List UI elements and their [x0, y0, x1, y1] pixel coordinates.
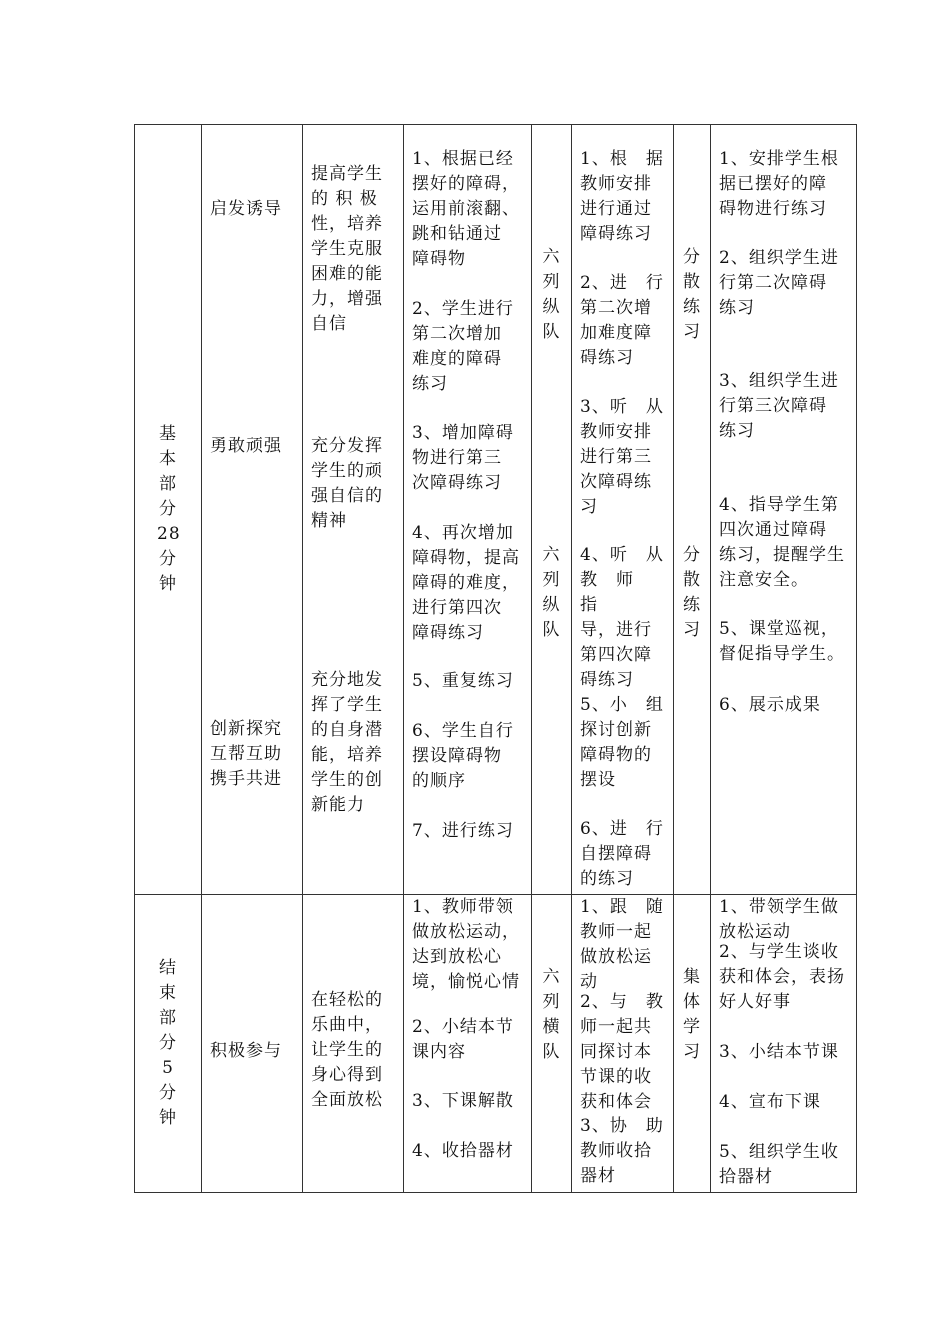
content-block — [412, 521, 526, 646]
text-line: 四次通过障碍 — [719, 520, 827, 540]
text-line: 2、与学生谈收 — [719, 942, 839, 962]
text-line: 自摆障碍 — [580, 844, 652, 864]
content-block — [412, 421, 526, 496]
text-line: 的顺序 — [412, 771, 466, 791]
aim-cell — [303, 125, 404, 895]
text-line: 进行第四次 — [412, 598, 502, 618]
text-line: 1、根 据 — [580, 149, 664, 169]
text-line: 教师一起 — [580, 922, 652, 942]
aim-cell — [303, 895, 404, 1193]
text-line: 动 — [580, 972, 598, 992]
teacher-block — [719, 895, 851, 945]
text-line: 同探讨本 — [580, 1042, 652, 1062]
text-line: 在轻松的 — [311, 990, 383, 1010]
teacher-block — [719, 1140, 851, 1190]
text-line: 乐曲中， — [311, 1015, 383, 1035]
text-line: 练 — [683, 297, 701, 317]
text-line: 5、小 组 — [580, 695, 664, 715]
text-line: 教 师 指 — [580, 570, 652, 615]
text-line: 放松运动 — [719, 922, 791, 942]
teacher-activity-cell — [711, 125, 857, 895]
text-line: 进行第三 — [580, 447, 652, 467]
student-block — [580, 147, 668, 247]
text-line: 散 — [683, 570, 701, 590]
text-line: 进行通过 — [580, 199, 652, 219]
text-line: 纵 — [542, 297, 561, 317]
formation-block — [532, 543, 571, 643]
text-line: 加难度障 — [580, 323, 652, 343]
text-line: 4、宣布下课 — [719, 1092, 821, 1112]
formation-block — [532, 965, 571, 1065]
text-line: 队 — [542, 322, 561, 342]
content-block — [412, 895, 526, 995]
text-line: 性，培养 — [311, 214, 383, 234]
text-line: 4、再次增加 — [412, 523, 514, 543]
text-line: 碍练习 — [580, 348, 634, 368]
content-block — [412, 1139, 526, 1164]
text-line: 分 — [159, 549, 177, 569]
student-block — [580, 817, 668, 892]
text-line: 5、课堂巡视， — [719, 619, 839, 639]
teacher-block — [719, 617, 851, 667]
text-line: 节课的收 — [580, 1067, 652, 1087]
text-line: 集 — [683, 967, 701, 987]
text-line: 练习 — [719, 298, 755, 318]
text-line: 7、进行练习 — [412, 821, 514, 841]
org-block — [674, 965, 710, 1065]
student-block — [580, 395, 668, 520]
text-line: 障碍物 — [412, 249, 466, 269]
text-line: 做放松运 — [580, 947, 652, 967]
text-line: 全面放松 — [311, 1090, 383, 1110]
text-line: 习 — [683, 322, 701, 342]
text-line: 境，愉悦心情 — [412, 972, 520, 992]
text-line: 六 — [542, 247, 561, 267]
text-line: 分 — [159, 1083, 177, 1103]
aims-block — [311, 434, 398, 534]
text-line: 摆好的障碍， — [412, 174, 520, 194]
teacher-block — [719, 493, 851, 593]
text-line: 练习，提醒学生 — [719, 545, 845, 565]
text-line: 次障碍练 — [580, 472, 652, 492]
text-line: 获和体会，表扬 — [719, 967, 845, 987]
text-line: 4、听 从 — [580, 545, 664, 565]
text-line: 注意安全。 — [719, 570, 809, 590]
text-line: 体 — [683, 992, 701, 1012]
text-line: 分 — [159, 1033, 177, 1053]
text-line: 2、小结本节 — [412, 1017, 514, 1037]
text-line: 队 — [542, 1042, 561, 1062]
text-line: 第二次增加 — [412, 324, 502, 344]
goal-cell — [202, 125, 303, 895]
text-line: 创新探究 — [210, 719, 282, 739]
text-line: 障碍物的 — [580, 745, 652, 765]
text-line: 部 — [159, 474, 177, 494]
text-line: 横 — [542, 1017, 561, 1037]
text-line: 六 — [542, 545, 561, 565]
text-line: 1、安排学生根 — [719, 149, 839, 169]
text-line: 3、增加障碍 — [412, 423, 514, 443]
text-line: 摆设障碍物 — [412, 746, 502, 766]
teacher-block — [719, 940, 851, 1015]
text-line: 3、协 助 — [580, 1116, 664, 1136]
part-label-cell — [135, 895, 202, 1193]
text-line: 困难的能 — [311, 264, 383, 284]
aims-block — [311, 162, 398, 337]
text-line: 4、指导学生第 — [719, 495, 839, 515]
text-line: 师一起共 — [580, 1017, 652, 1037]
text-line: 5 — [162, 1058, 174, 1078]
formation-cell — [532, 895, 572, 1193]
text-line: 碍物进行练习 — [719, 199, 827, 219]
text-line: 第四次障 — [580, 645, 652, 665]
content-block — [412, 719, 526, 794]
text-line: 1、根据已经 — [412, 149, 514, 169]
teacher-block — [719, 246, 851, 321]
text-line: 探讨创新 — [580, 720, 652, 740]
text-line: 导，进行 — [580, 620, 652, 640]
text-line: 提高学生 — [311, 164, 383, 184]
text-line: 习 — [683, 1042, 701, 1062]
text-line: 1、带领学生做 — [719, 897, 839, 917]
text-line: 练习 — [412, 374, 448, 394]
text-line: 列 — [542, 570, 561, 590]
goals-block — [210, 1039, 297, 1064]
text-line: 物进行第三 — [412, 448, 502, 468]
text-line: 纵 — [542, 595, 561, 615]
lesson-plan-table — [134, 124, 857, 1193]
text-line: 学生克服 — [311, 239, 383, 259]
text-line: 互帮互助 — [210, 744, 282, 764]
text-line: 4、收拾器材 — [412, 1141, 514, 1161]
content-block — [412, 147, 526, 272]
text-line: 练 — [683, 595, 701, 615]
text-line: 2、与 教 — [580, 992, 664, 1012]
part-label-cell — [135, 125, 202, 895]
text-line: 练习 — [719, 421, 755, 441]
text-line: 督促指导学生。 — [719, 644, 845, 664]
formation-cell — [532, 125, 572, 895]
text-line: 结 — [159, 958, 177, 978]
text-line: 挥了学生 — [311, 695, 383, 715]
text-line: 精神 — [311, 511, 347, 531]
text-line: 积极参与 — [210, 1041, 282, 1061]
text-line: 本 — [159, 449, 177, 469]
text-line: 难度的障碍 — [412, 349, 502, 369]
org-block — [674, 543, 710, 643]
formation-block — [532, 245, 571, 345]
text-line: 次障碍练习 — [412, 473, 502, 493]
text-line: 1、跟 随 — [580, 897, 664, 917]
text-line: 获和体会 — [580, 1092, 652, 1112]
text-line: 学 — [683, 1017, 701, 1037]
text-line: 5、重复练习 — [412, 671, 514, 691]
text-line: 行第二次障碍 — [719, 273, 827, 293]
text-line: 部 — [159, 1008, 177, 1028]
text-line: 运用前滚翻、 — [412, 199, 520, 219]
text-line: 列 — [542, 992, 561, 1012]
text-line: 习 — [580, 497, 598, 517]
organization-cell — [674, 895, 711, 1193]
text-line: 器材 — [580, 1166, 616, 1186]
organization-cell — [674, 125, 711, 895]
text-line: 习 — [683, 620, 701, 640]
text-line: 跳和钻通过 — [412, 224, 502, 244]
teacher-activity-cell — [711, 895, 857, 1193]
content-block — [412, 669, 526, 694]
text-line: 2、进 行 — [580, 273, 664, 293]
teacher-block — [719, 693, 851, 718]
student-block — [580, 1114, 668, 1189]
text-line: 分 — [683, 247, 701, 267]
text-line: 让学生的 — [311, 1040, 383, 1060]
text-line: 障碍练习 — [580, 224, 652, 244]
goal-cell — [202, 895, 303, 1193]
text-line: 束 — [159, 983, 177, 1003]
text-line: 身心得到 — [311, 1065, 383, 1085]
text-line: 5、组织学生收 — [719, 1142, 839, 1162]
text-line: 达到放松心 — [412, 947, 502, 967]
content-block — [412, 297, 526, 397]
text-line: 列 — [542, 272, 561, 292]
text-line: 分 — [683, 545, 701, 565]
text-line: 3、小结本节课 — [719, 1042, 839, 1062]
text-line: 能，培养 — [311, 745, 383, 765]
text-line: 据已摆好的障 — [719, 174, 827, 194]
teacher-block — [719, 369, 851, 444]
student-block — [580, 271, 668, 371]
text-line: 教师安排 — [580, 422, 652, 442]
text-line: 勇敢顽强 — [210, 436, 282, 456]
text-line: 好人好事 — [719, 992, 791, 1012]
goal-block — [210, 717, 297, 792]
text-line: 充分发挥 — [311, 436, 383, 456]
text-line: 做放松运动， — [412, 922, 520, 942]
content-cell — [404, 125, 532, 895]
text-line: 分 — [159, 499, 177, 519]
text-line: 基 — [159, 424, 177, 444]
student-block — [580, 895, 668, 995]
text-line: 充分地发 — [311, 670, 383, 690]
text-line: 六 — [542, 967, 561, 987]
text-line: 强自信的 — [311, 486, 383, 506]
text-line: 6、学生自行 — [412, 721, 514, 741]
content-cell — [404, 895, 532, 1193]
student-block — [580, 693, 668, 793]
text-line: 教师收拾 — [580, 1141, 652, 1161]
table-row-main-part — [135, 125, 857, 895]
text-line: 散 — [683, 272, 701, 292]
text-line: 3、听 从 — [580, 397, 664, 417]
text-line: 障碍物，提高 — [412, 548, 520, 568]
text-line: 教师安排 — [580, 174, 652, 194]
text-line: 启发诱导 — [210, 199, 282, 219]
text-line: 障碍的难度， — [412, 573, 520, 593]
text-line: 2、学生进行 — [412, 299, 514, 319]
teacher-block — [719, 1040, 851, 1065]
aims-block — [311, 668, 398, 818]
text-line: 携手共进 — [210, 769, 282, 789]
text-line: 钟 — [159, 1108, 177, 1128]
text-line: 障碍练习 — [412, 623, 484, 643]
text-line: 3、下课解散 — [412, 1091, 514, 1111]
text-line: 课内容 — [412, 1042, 466, 1062]
text-line: 学生的创 — [311, 770, 383, 790]
text-line: 力，增强 — [311, 289, 383, 309]
student-activity-cell — [572, 125, 674, 895]
teacher-block — [719, 1090, 851, 1115]
text-line: 28 — [157, 524, 181, 544]
content-block — [412, 1089, 526, 1114]
text-line: 的练习 — [580, 869, 634, 889]
text-line: 摆设 — [580, 770, 616, 790]
text-line: 碍练习 — [580, 670, 634, 690]
content-block — [412, 1015, 526, 1065]
goal-block — [210, 434, 297, 459]
text-line: 的 积 极 — [311, 189, 378, 209]
text-line: 2、组织学生进 — [719, 248, 839, 268]
text-line: 的自身潜 — [311, 720, 383, 740]
text-line: 新能力 — [311, 795, 365, 815]
text-line: 第二次增 — [580, 298, 652, 318]
text-line: 学生的顽 — [311, 461, 383, 481]
student-block — [580, 543, 668, 693]
student-activity-cell — [572, 895, 674, 1193]
content-block — [412, 819, 526, 844]
table-row-end-part — [135, 895, 857, 1193]
text-line: 队 — [542, 620, 561, 640]
text-line: 3、组织学生进 — [719, 371, 839, 391]
text-line: 6、展示成果 — [719, 695, 821, 715]
student-block — [580, 990, 668, 1115]
teacher-block — [719, 147, 851, 222]
text-line: 钟 — [159, 574, 177, 594]
aims-block — [311, 988, 398, 1113]
org-block — [674, 245, 710, 345]
text-line: 拾器材 — [719, 1167, 773, 1187]
text-line: 自信 — [311, 314, 347, 334]
goal-block — [210, 197, 297, 222]
text-line: 1、教师带领 — [412, 897, 514, 917]
text-line: 行第三次障碍 — [719, 396, 827, 416]
text-line: 6、进 行 — [580, 819, 664, 839]
